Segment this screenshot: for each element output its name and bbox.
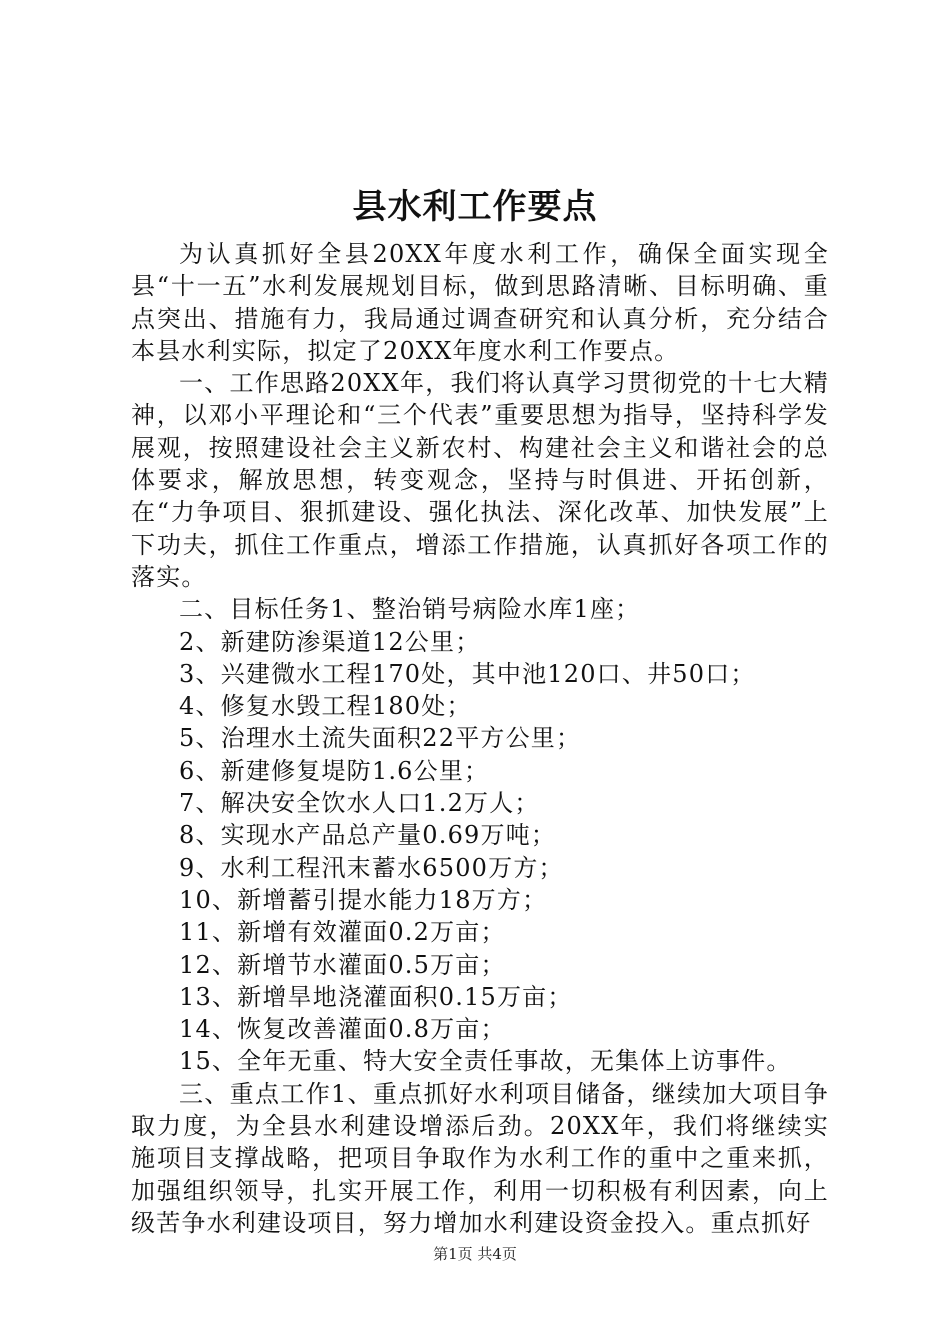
paragraph-key-work: 三、重点工作1、重点抓好水利项目储备，继续加大项目争取力度，为全县水利建设增添后劲。20XX年，我们将继续实施项目支撑战略，把项目争取作为水利工作的重中之重来抓，加强组织领导，扎实开展工作，利用一切积极有利因素，向上级苦争水利建设项目，努力增加水利建设资金投入。重点抓好 <box>131 1079 829 1237</box>
list-item: 10、新增蓄引提水能力18万方； <box>179 885 548 914</box>
list-item: 二、目标任务1、整治销号病险水库1座； <box>179 595 641 624</box>
list-item: 8、实现水产品总产量0.69万吨； <box>179 821 557 850</box>
list-item: 3、兴建微水工程170处，其中池120口、井50口； <box>179 659 756 688</box>
document-body <box>131 238 829 1239</box>
list-item: 7、解决安全饮水人口1.2万人； <box>179 789 540 818</box>
page-footer: 第1页 共4页 <box>433 1245 517 1263</box>
document-title: 县水利工作要点 <box>352 187 598 227</box>
list-item: 12、新增节水灌面0.5万亩； <box>179 950 506 979</box>
list-item: 2、新建防渗渠道12公里； <box>179 627 481 656</box>
list-item: 6、新建修复堤防1.6公里； <box>179 756 490 785</box>
list-item: 11、新增有效灌面0.2万亩； <box>179 918 506 947</box>
paragraph-work-ideas: 一、工作思路20XX年，我们将认真学习贯彻党的十七大精神，以邓小平理论和“三个代表”重要思想为指导，坚持科学发展观，按照建设社会主义新农村、构建社会主义和谐社会的总体要求，解放思想，转变观念，坚持与时俱进、开拓创新，在“力争项目、狠抓建设、强化执法、深化改革、加快发展”上下功夫，抓住工作重点，增添工作措施，认真抓好各项工作的落实。 <box>131 369 829 591</box>
list-item: 13、新增旱地浇灌面积0.15万亩； <box>179 982 573 1011</box>
paragraph-intro: 为认真抓好全县20XX年度水利工作，确保全面实现全县“十一五”水利发展规划目标，做到思路清晰、目标明确、重点突出、措施有力，我局通过调查研究和认真分析，充分结合本县水利实际，拟定了20XX年度水利工作要点。 <box>131 240 829 365</box>
list-item: 5、治理水土流失面积22平方公里； <box>179 724 582 753</box>
list-item: 9、水利工程汛末蓄水6500万方； <box>179 853 564 882</box>
list-item: 15、全年无重、特大安全责任事故，无集体上访事件。 <box>179 1047 792 1076</box>
list-item: 4、修复水毁工程180处； <box>179 692 472 721</box>
list-item: 14、恢复改善灌面0.8万亩； <box>179 1015 506 1044</box>
